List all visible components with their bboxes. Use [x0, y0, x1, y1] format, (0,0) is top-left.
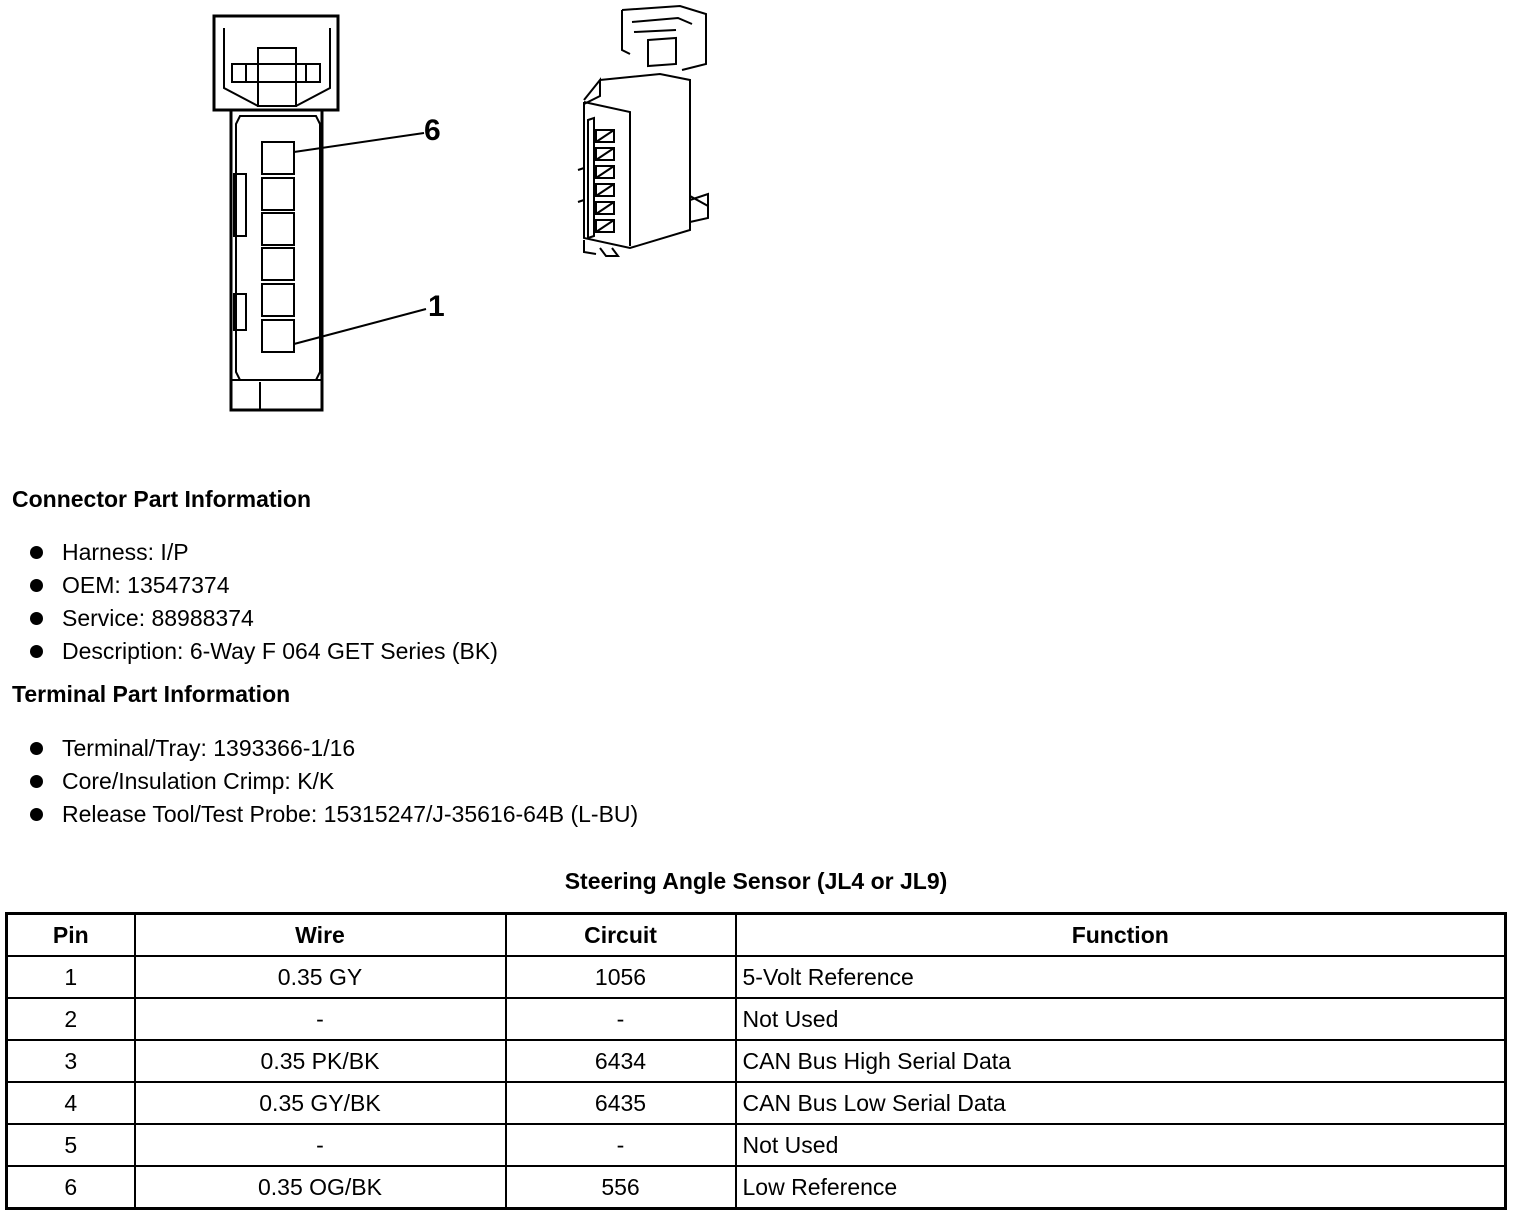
list-item: Service: 88988374 [28, 602, 498, 635]
cell-function: Not Used [736, 1124, 1506, 1166]
cell-wire: 0.35 PK/BK [135, 1040, 506, 1082]
cell-pin: 2 [7, 998, 135, 1040]
connector-face-view [0, 0, 800, 440]
header-circuit: Circuit [506, 914, 736, 957]
bullet-icon [30, 645, 43, 658]
cell-wire: - [135, 1124, 506, 1166]
list-item: Terminal/Tray: 1393366-1/16 [28, 732, 638, 765]
terminal-info-list [28, 732, 638, 831]
cell-circuit: 556 [506, 1166, 736, 1209]
bullet-icon [30, 808, 43, 821]
pinout-table [5, 912, 1507, 1210]
cell-function: 5-Volt Reference [736, 956, 1506, 998]
table-row [7, 1166, 1506, 1209]
connector-info-list [28, 536, 498, 668]
list-item: Core/Insulation Crimp: K/K [28, 765, 638, 798]
cell-pin: 6 [7, 1166, 135, 1209]
pin-callout-1: 1 [428, 290, 445, 323]
header-wire: Wire [135, 914, 506, 957]
table-row [7, 1082, 1506, 1124]
cell-wire: 0.35 OG/BK [135, 1166, 506, 1209]
table-row [7, 998, 1506, 1040]
list-item: OEM: 13547374 [28, 569, 498, 602]
table-header-row [7, 914, 1506, 957]
bullet-icon [30, 546, 43, 559]
bullet-icon [30, 579, 43, 592]
cell-pin: 1 [7, 956, 135, 998]
cell-wire: 0.35 GY [135, 956, 506, 998]
bullet-icon [30, 612, 43, 625]
list-item: Harness: I/P [28, 536, 498, 569]
connector-iso-view [578, 6, 708, 256]
header-function: Function [736, 914, 1506, 957]
cell-pin: 4 [7, 1082, 135, 1124]
terminal-info-heading: Terminal Part Information [12, 681, 291, 707]
cell-wire: - [135, 998, 506, 1040]
connector-diagram [0, 0, 800, 440]
list-item: Release Tool/Test Probe: 15315247/J-35616-64B (L-BU) [28, 798, 638, 831]
table-row [7, 956, 1506, 998]
bullet-icon [30, 775, 43, 788]
table-row [7, 1040, 1506, 1082]
cell-wire: 0.35 GY/BK [135, 1082, 506, 1124]
cell-function: CAN Bus High Serial Data [736, 1040, 1506, 1082]
cell-pin: 3 [7, 1040, 135, 1082]
table-row [7, 1124, 1506, 1166]
cell-pin: 5 [7, 1124, 135, 1166]
cell-circuit: 6435 [506, 1082, 736, 1124]
cell-circuit: 1056 [506, 956, 736, 998]
bullet-icon [30, 742, 43, 755]
pin-callout-6: 6 [424, 114, 441, 147]
cell-circuit: - [506, 1124, 736, 1166]
connector-info-heading: Connector Part Information [12, 486, 312, 512]
cell-function: CAN Bus Low Serial Data [736, 1082, 1506, 1124]
list-item: Description: 6-Way F 064 GET Series (BK) [28, 635, 498, 668]
cell-circuit: 6434 [506, 1040, 736, 1082]
table-title: Steering Angle Sensor (JL4 or JL9) [564, 868, 948, 894]
cell-function: Low Reference [736, 1166, 1506, 1209]
header-pin: Pin [7, 914, 135, 957]
cell-function: Not Used [736, 998, 1506, 1040]
cell-circuit: - [506, 998, 736, 1040]
